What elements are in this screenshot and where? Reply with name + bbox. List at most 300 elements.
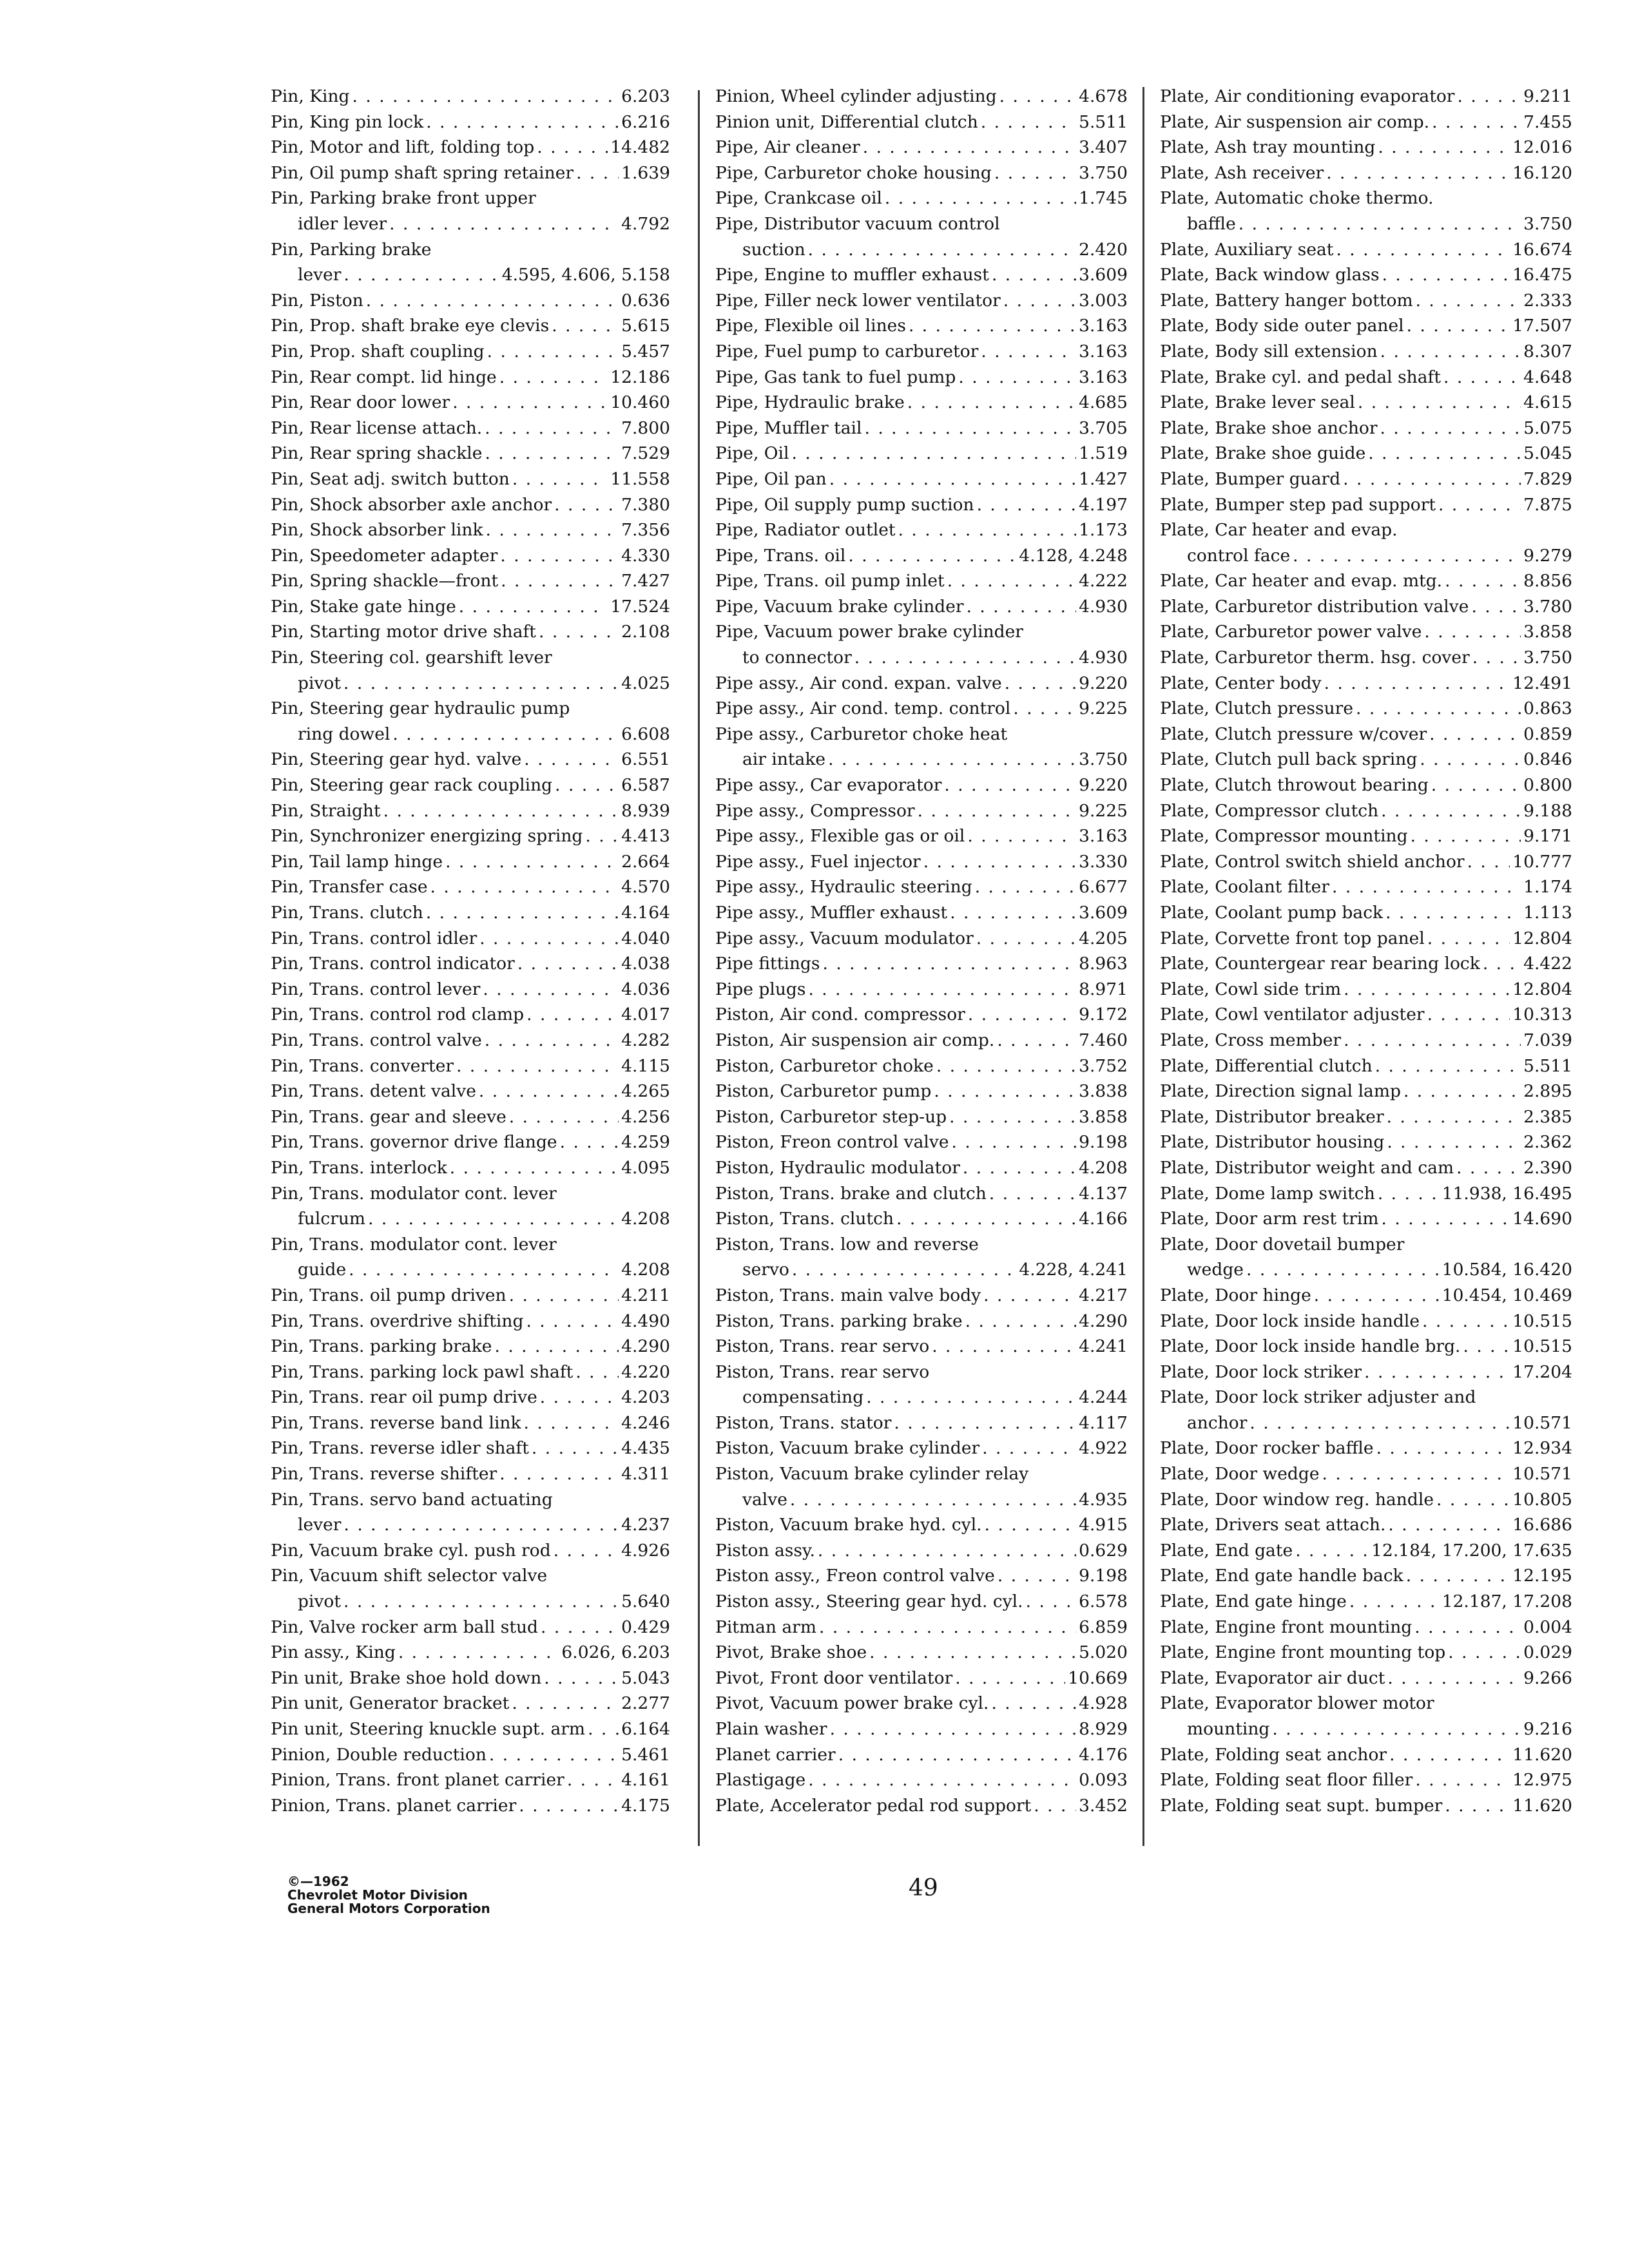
index-entry [715, 1283, 1128, 1309]
index-entry [1160, 798, 1572, 824]
page-reference: 6.677 [1079, 877, 1128, 898]
corporation-line: General Motors Corporation [287, 1901, 490, 1916]
index-entry [1160, 977, 1572, 1003]
entry-text: Plate, Air conditioning evaporator [1160, 86, 1455, 106]
entry-text: Plate, Auxiliary seat [1160, 239, 1334, 260]
division-line: Chevrolet Motor Division [287, 1887, 468, 1903]
publisher-footer [287, 1875, 490, 1916]
page-reference: 4.792 [621, 213, 670, 234]
page-reference: 4.256 [621, 1106, 670, 1127]
entry-text: Pin, Trans. interlock [271, 1157, 447, 1178]
entry-text: Pipe, Muffler tail [715, 418, 862, 438]
dot-leader [981, 110, 1076, 135]
index-entry [271, 1410, 670, 1436]
index-entry [1160, 1206, 1572, 1232]
entry-text: Pin, Shock absorber axle anchor [271, 494, 552, 515]
page-reference: 0.800 [1523, 775, 1572, 796]
dot-leader [981, 339, 1076, 365]
page-reference: 12.195 [1512, 1566, 1572, 1586]
page-reference: 12.804 [1512, 928, 1572, 948]
entry-text: Pivot, Front door ventilator [715, 1667, 953, 1688]
entry-text: Plate, Distributor weight and cam [1160, 1157, 1454, 1178]
page-reference: 12.187, 17.208 [1441, 1591, 1572, 1612]
entry-text: Pin, Steering gear hydraulic pump [271, 698, 570, 719]
page-reference: 0.029 [1523, 1642, 1572, 1663]
entry-text: Plate, Door lock inside handle [1160, 1311, 1420, 1331]
page-reference: 3.330 [1079, 851, 1128, 872]
page-reference: 9.172 [1079, 1004, 1128, 1025]
page-reference: 4.595, 4.606, 5.158 [501, 265, 670, 285]
index-entry [271, 1767, 670, 1793]
entry-text: Pipe, Radiator outlet [715, 520, 896, 541]
page-reference: 0.863 [1523, 698, 1572, 719]
entry-text: Pin, Trans. converter [271, 1055, 454, 1076]
index-entry [715, 543, 1128, 569]
index-entry [1160, 313, 1572, 339]
page-reference: 8.929 [1079, 1719, 1128, 1739]
index-entry [715, 926, 1128, 952]
dot-leader [965, 1309, 1076, 1334]
page-reference: 4.685 [1079, 392, 1128, 413]
entry-text: Plate, Carburetor therm. hsg. cover [1160, 648, 1470, 668]
entry-text: Pin, Seat adj. switch button [271, 468, 510, 489]
page-reference: 2.390 [1523, 1157, 1572, 1178]
index-entry [715, 1181, 1128, 1207]
page-reference: 5.075 [1523, 418, 1572, 438]
dot-leader [479, 926, 619, 952]
entry-text: Pitman arm [715, 1617, 816, 1637]
page-reference: 4.208 [621, 1209, 670, 1229]
dot-leader [1295, 1538, 1369, 1564]
index-entry [271, 900, 670, 926]
entry-text: Pin, Straight [271, 800, 381, 821]
entry-text: lever [298, 1515, 342, 1535]
dot-leader [392, 722, 619, 747]
dot-leader [975, 874, 1076, 900]
dot-leader [958, 365, 1076, 390]
dot-leader [1375, 1053, 1521, 1079]
entry-text: Plate, Distributor housing [1160, 1132, 1385, 1153]
index-entry [271, 466, 670, 492]
index-entry [1160, 492, 1572, 518]
dot-leader [907, 390, 1076, 416]
page-reference: 10.669 [1068, 1667, 1128, 1688]
entry-text: Pin, Trans. overdrive shifting [271, 1311, 524, 1331]
dot-leader [936, 1053, 1076, 1079]
page-reference: 0.429 [621, 1617, 670, 1637]
dot-leader [822, 951, 1076, 977]
dot-leader [1013, 696, 1076, 722]
page-reference: 4.137 [1079, 1183, 1128, 1204]
page-reference: 5.640 [621, 1591, 670, 1612]
entry-text: Pin, Trans. reverse shifter [271, 1464, 497, 1485]
dot-leader [1420, 747, 1521, 773]
page-reference: 4.413 [621, 826, 670, 847]
index-entry [271, 1716, 670, 1742]
entry-text: Plate, Door arm rest trim [1160, 1209, 1379, 1229]
dot-leader [576, 160, 619, 186]
dot-leader [1378, 1181, 1440, 1207]
page-reference: 16.475 [1512, 265, 1572, 285]
dot-leader [1387, 1104, 1521, 1130]
dot-leader [1389, 1742, 1510, 1768]
index-entry [271, 365, 670, 390]
page-reference: 4.036 [621, 979, 670, 999]
index-entry [1160, 900, 1572, 926]
dot-leader [1344, 1028, 1521, 1053]
entry-text: Pin assy., King [271, 1642, 396, 1663]
page-reference: 1.427 [1079, 468, 1128, 489]
page-reference: 4.211 [621, 1285, 670, 1305]
entry-text: servo [742, 1260, 789, 1280]
page-reference: 3.003 [1079, 290, 1128, 311]
page-reference: 10.571 [1512, 1412, 1572, 1433]
dot-leader [1436, 1487, 1510, 1513]
page-reference: 3.750 [1079, 162, 1128, 183]
entry-text: Pin, Trans. rear oil pump drive [271, 1387, 537, 1408]
entry-text: Piston, Carburetor pump [715, 1081, 932, 1102]
page-reference: 4.222 [1079, 571, 1128, 591]
index-entry [1160, 1742, 1572, 1768]
page-reference: 3.858 [1079, 1106, 1128, 1127]
dot-leader [1471, 594, 1521, 620]
dot-leader [1448, 1640, 1521, 1666]
entry-text: Pin, Steering gear hyd. valve [271, 749, 522, 770]
dot-leader [426, 110, 619, 135]
page-reference: 1.745 [1079, 188, 1128, 209]
dot-leader [894, 1410, 1076, 1436]
page-reference: 9.279 [1523, 545, 1572, 566]
entry-text: Pin, Oil pump shaft spring retainer [271, 162, 574, 183]
entry-text: Plain washer [715, 1719, 827, 1739]
dot-leader [524, 747, 619, 773]
index-entry [271, 339, 670, 365]
dot-leader [554, 1538, 619, 1564]
page-reference: 4.220 [621, 1361, 670, 1382]
page-reference: 1.519 [1079, 443, 1128, 464]
index-entry [715, 517, 1128, 543]
entry-text: Pipe fittings [715, 954, 820, 974]
page-reference: 9.171 [1523, 826, 1572, 847]
entry-text: Plate, Countergear rear bearing lock [1160, 954, 1480, 974]
entry-text: Plate, Door lock striker adjuster and [1160, 1387, 1476, 1408]
dot-leader [819, 1615, 1076, 1640]
dot-leader [1427, 926, 1510, 952]
page-reference: 7.427 [621, 571, 670, 591]
entry-text: suction [742, 239, 805, 260]
dot-leader [792, 1257, 1017, 1283]
entry-text: Pin, Trans. servo band actuating [271, 1489, 553, 1510]
entry-text: Pin, Trans. parking brake [271, 1336, 492, 1357]
dot-leader [866, 1385, 1076, 1410]
index-entry [1160, 619, 1572, 645]
index-entry [271, 1104, 670, 1130]
page-reference: 3.752 [1079, 1055, 1128, 1076]
dot-leader [526, 1309, 619, 1334]
entry-text: Pin, King pin lock [271, 111, 424, 132]
page-reference: 17.204 [1512, 1361, 1572, 1382]
dot-leader [1483, 951, 1521, 977]
dot-leader [1336, 237, 1510, 263]
index-entry [1160, 1334, 1572, 1360]
dot-leader [485, 416, 619, 441]
dot-leader [368, 1206, 619, 1232]
index-entry [271, 1385, 670, 1410]
entry-text: to connector [742, 648, 852, 668]
entry-text: Piston, Vacuum brake cylinder [715, 1438, 980, 1459]
page-reference: 9.198 [1079, 1132, 1128, 1153]
dot-leader [830, 1716, 1077, 1742]
index-entry [1160, 645, 1572, 671]
entry-text: Plate, End gate [1160, 1540, 1293, 1561]
entry-text: Pipe, Oil supply pump suction [715, 494, 974, 515]
page-reference: 10.515 [1512, 1336, 1572, 1357]
page-reference: 5.511 [1523, 1055, 1572, 1076]
dot-leader [532, 1436, 619, 1461]
index-entry [715, 1436, 1128, 1461]
page-reference: 5.043 [621, 1667, 670, 1688]
page-reference: 5.615 [621, 316, 670, 336]
dot-leader [512, 466, 608, 492]
dot-leader [487, 339, 619, 365]
page-reference: 4.241 [1079, 1336, 1128, 1357]
page-reference: 8.856 [1523, 571, 1572, 591]
dot-leader [1443, 365, 1521, 390]
page-reference: 7.455 [1523, 111, 1572, 132]
index-entry [715, 568, 1128, 594]
index-entry [271, 237, 670, 288]
index-entry [1160, 1461, 1572, 1487]
page-reference: 8.963 [1079, 954, 1128, 974]
dot-leader [1424, 619, 1521, 645]
dot-leader [950, 900, 1076, 926]
dot-leader [838, 1742, 1076, 1768]
entry-text: Pin, Prop. shaft brake eye clevis [271, 316, 550, 336]
entry-text: Plate, Evaporator blower motor [1160, 1693, 1434, 1714]
page-reference: 9.188 [1523, 800, 1572, 821]
index-entry [271, 390, 670, 416]
page-reference: 12.975 [1512, 1770, 1572, 1791]
index-entry [271, 160, 670, 186]
dot-leader [1324, 671, 1510, 697]
dot-leader [985, 1512, 1077, 1538]
index-entry [271, 186, 670, 236]
dot-leader [991, 1691, 1076, 1716]
index-entry [271, 1793, 670, 1819]
dot-leader [499, 365, 608, 390]
entry-text: Plate, End gate hinge [1160, 1591, 1347, 1612]
index-entry [715, 160, 1128, 186]
index-entry [271, 568, 670, 594]
dot-leader [512, 1691, 619, 1716]
dot-leader [389, 211, 619, 237]
dot-leader [509, 1104, 619, 1130]
entry-text: Pin, Steering col. gearshift lever [271, 648, 552, 668]
dot-leader [1344, 977, 1510, 1003]
page-reference: 9.220 [1079, 775, 1128, 796]
dot-leader [828, 747, 1076, 773]
dot-leader [934, 1079, 1076, 1104]
dot-leader [540, 1385, 619, 1410]
page-reference: 7.039 [1523, 1030, 1572, 1050]
entry-text: Plate, Cowl ventilator adjuster [1160, 1004, 1425, 1025]
dot-leader [932, 1334, 1076, 1360]
page-reference: 12.934 [1512, 1438, 1572, 1459]
entry-text: Pivot, Vacuum power brake cyl. [715, 1693, 989, 1714]
entry-text: Pipe, Engine to muffler exhaust [715, 265, 989, 285]
index-entry [1160, 1104, 1572, 1130]
dot-leader [818, 1538, 1076, 1564]
page-reference: 10.584, 16.420 [1441, 1260, 1572, 1280]
index-entry [271, 874, 670, 900]
page-reference: 0.629 [1079, 1540, 1128, 1561]
entry-text: Plate, Bumper guard [1160, 468, 1341, 489]
dot-leader [977, 492, 1077, 518]
entry-text: Pin, Spring shackle—front [271, 571, 499, 591]
index-entry [1160, 186, 1572, 236]
dot-leader [554, 492, 619, 518]
page-reference: 4.422 [1523, 954, 1572, 974]
index-entry [1160, 416, 1572, 441]
entry-text: Plate, Clutch pressure w/cover [1160, 724, 1427, 744]
dot-leader [1381, 798, 1521, 824]
entry-text: Pin, Speedometer adapter [271, 545, 498, 566]
entry-text: Pin, Vacuum shift selector valve [271, 1566, 548, 1586]
entry-text: Plate, Accelerator pedal rod support [715, 1795, 1032, 1816]
entry-text: Pipe assy., Hydraulic steering [715, 877, 972, 898]
page-reference: 17.524 [610, 596, 670, 617]
page-reference: 3.780 [1523, 596, 1572, 617]
page-reference: 0.859 [1523, 724, 1572, 744]
dot-leader [486, 517, 619, 543]
index-entry [271, 1334, 670, 1360]
index-entry [1160, 517, 1572, 568]
index-entry [271, 823, 670, 849]
index-entry [1160, 1640, 1572, 1666]
index-entry [1160, 466, 1572, 492]
page-reference: 6.203 [621, 86, 670, 106]
page-reference: 11.558 [610, 468, 670, 489]
page-reference: 3.407 [1079, 137, 1128, 158]
page-reference: 2.420 [1079, 239, 1128, 260]
dot-leader [588, 1716, 619, 1742]
dot-leader [918, 798, 1077, 824]
entry-text: Pin, Trans. modulator cont. lever [271, 1234, 557, 1254]
page-reference: 4.038 [621, 954, 670, 974]
index-entry [271, 977, 670, 1003]
page-reference: 4.246 [621, 1412, 670, 1433]
page-reference: 2.108 [621, 622, 670, 642]
dot-leader [450, 1155, 619, 1181]
index-entry [1160, 747, 1572, 773]
page-reference: 2.362 [1523, 1132, 1572, 1153]
dot-leader [1358, 390, 1521, 416]
dot-leader [539, 619, 619, 645]
page-reference: 9.198 [1079, 1566, 1128, 1586]
index-entry [715, 339, 1128, 365]
entry-text: Plate, Differential clutch [1160, 1055, 1373, 1076]
index-entry [1160, 237, 1572, 263]
page-reference: 4.935 [1079, 1489, 1128, 1510]
entry-text: Pin, Rear license attach. [271, 418, 483, 438]
entry-text: Pipe assy., Vacuum modulator [715, 928, 974, 948]
entry-text: Pipe, Fuel pump to carburetor [715, 341, 979, 361]
entry-text: Pipe assy., Air cond. temp. control [715, 698, 1011, 719]
entry-text: Piston, Trans. parking brake [715, 1311, 963, 1331]
dot-leader [1429, 722, 1521, 747]
dot-leader [452, 390, 608, 416]
dot-leader [955, 1666, 1065, 1691]
index-entry [715, 1053, 1128, 1079]
page-reference: 3.609 [1079, 903, 1128, 923]
page-reference: 6.026, 6.203 [561, 1642, 670, 1663]
index-entry [271, 441, 670, 466]
index-entry [271, 1640, 670, 1666]
page-reference: 4.025 [621, 673, 670, 693]
page-reference: 3.705 [1079, 418, 1128, 438]
index-entry [271, 288, 670, 314]
page-reference: 12.186 [610, 367, 670, 387]
entry-text: Pin, Trans. control idler [271, 928, 477, 948]
dot-leader [485, 441, 619, 466]
index-entry [715, 186, 1128, 211]
entry-text: valve [742, 1489, 787, 1510]
entry-text: ring dowel [298, 724, 390, 744]
entry-text: Pin, Parking brake [271, 239, 432, 260]
page-reference: 4.290 [621, 1336, 670, 1357]
index-entry [715, 1461, 1128, 1512]
entry-text: Pipe, Distributor vacuum control [715, 213, 1000, 234]
dot-leader [949, 1104, 1076, 1130]
index-entry [271, 1563, 670, 1614]
dot-leader [967, 594, 1077, 620]
entry-text: Piston, Trans. brake and clutch [715, 1183, 987, 1204]
index-entry [715, 1232, 1128, 1283]
dot-leader [1407, 313, 1510, 339]
page-reference: 4.237 [621, 1515, 670, 1535]
page-reference: 0.846 [1523, 749, 1572, 770]
index-entry [1160, 1487, 1572, 1513]
page-reference: 4.926 [621, 1540, 670, 1561]
index-entry [271, 798, 670, 824]
entry-text: Plate, Cowl side trim [1160, 979, 1342, 999]
index-entry [715, 1104, 1128, 1130]
page-reference: 4.244 [1079, 1387, 1128, 1408]
entry-text: Plate, Clutch throwout bearing [1160, 775, 1429, 796]
dot-leader [1322, 1461, 1510, 1487]
entry-text: Pipe assy., Air cond. expan. valve [715, 673, 1002, 693]
dot-leader [1463, 1334, 1510, 1360]
index-entry [1160, 365, 1572, 390]
entry-text: Piston, Vacuum brake cylinder relay [715, 1464, 1029, 1485]
index-entry [715, 773, 1128, 798]
page-reference: 5.045 [1523, 443, 1572, 464]
index-entry [715, 1742, 1128, 1768]
page-reference: 3.609 [1079, 265, 1128, 285]
dot-leader [989, 1181, 1076, 1207]
index-entry [715, 1129, 1128, 1155]
index-entry [271, 1360, 670, 1385]
entry-text: Pin, Trans. control lever [271, 979, 481, 999]
index-entry [715, 135, 1128, 160]
page-reference: 4.648 [1523, 367, 1572, 387]
dot-leader [864, 416, 1076, 441]
dot-leader [998, 1563, 1076, 1589]
index-entry [271, 594, 670, 620]
page-reference: 4.095 [621, 1157, 670, 1178]
dot-leader [1239, 211, 1521, 237]
dot-leader [349, 1257, 619, 1283]
